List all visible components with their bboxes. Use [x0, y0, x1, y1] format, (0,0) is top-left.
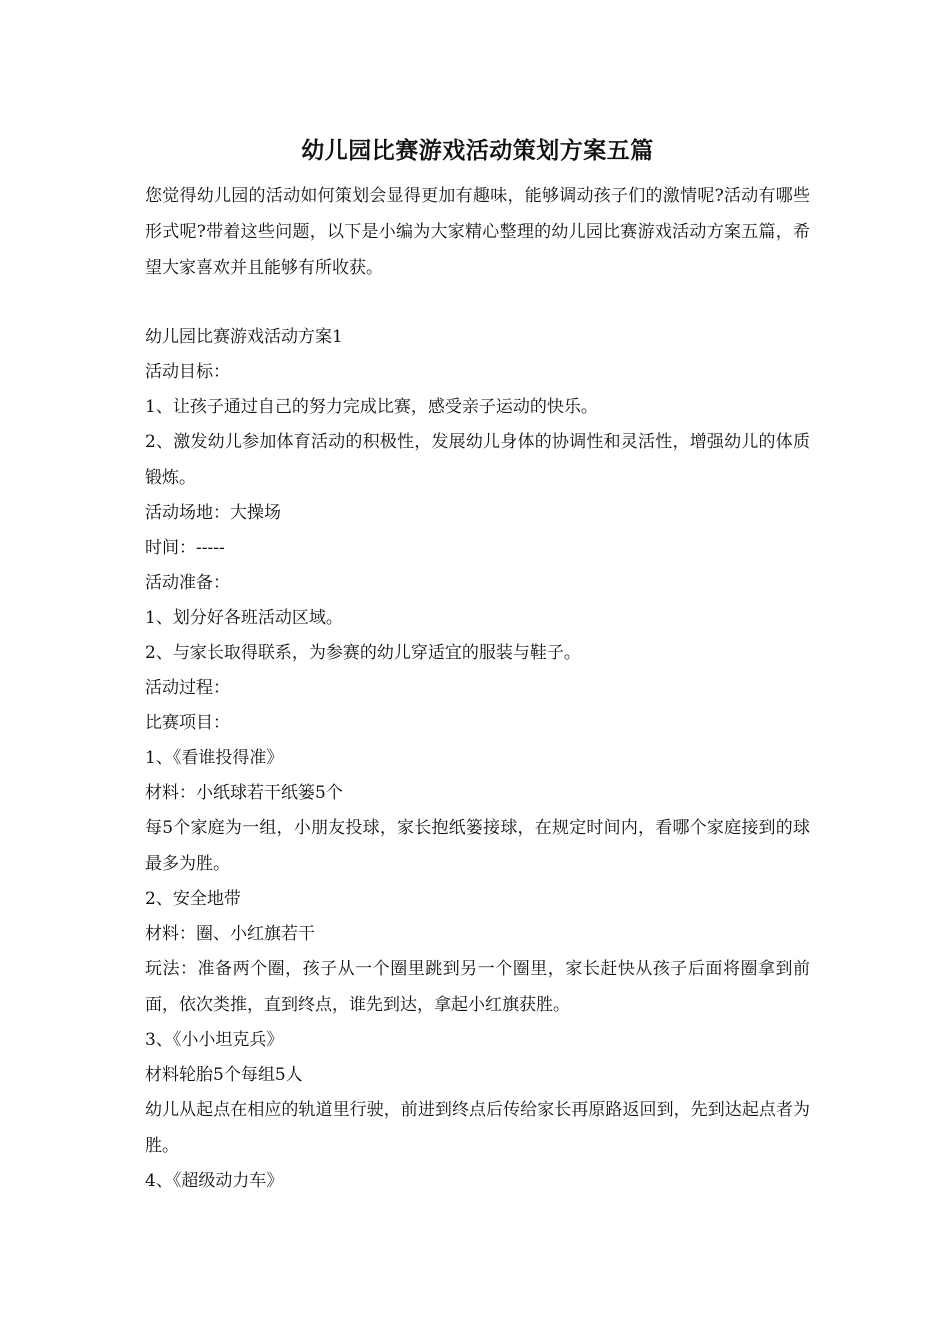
- body-line: 活动过程：: [145, 678, 230, 698]
- body-line: 活动准备：: [145, 573, 230, 593]
- body-line: 材料：圈、小红旗若干: [145, 924, 315, 944]
- body-line: 活动场地：大操场: [145, 503, 281, 523]
- body-line: 1、《看谁投得准》: [145, 748, 284, 768]
- body-line: 幼儿从起点在相应的轨道里行驶，前进到终点后传给家长再原路返回到，先到达起点者为胜。: [145, 1100, 810, 1156]
- body-line: 2、与家长取得联系，为参赛的幼儿穿适宜的服装与鞋子。: [145, 643, 581, 663]
- body-line: 4、《超级动力车》: [145, 1171, 284, 1191]
- body-line: 活动目标：: [145, 362, 230, 382]
- body-line: 时间：-----: [145, 538, 225, 558]
- paragraph-spacer: [145, 286, 810, 320]
- document-page: [145, 128, 810, 1199]
- document-title: 幼儿园比赛游戏活动策划方案五篇: [301, 137, 654, 164]
- section-heading: 幼儿园比赛游戏活动方案1: [145, 327, 343, 347]
- body-line: 每5个家庭为一组，小朋友投球，家长抱纸篓接球，在规定时间内，看哪个家庭接到的球最多为胜。: [145, 818, 810, 874]
- body-line: 1、让孩子通过自己的努力完成比赛，感受亲子运动的快乐。: [145, 397, 598, 417]
- body-line: 2、激发幼儿参加体育活动的积极性，发展幼儿身体的协调性和灵活性，增强幼儿的体质锻炼。: [145, 432, 810, 488]
- body-line: 比赛项目：: [145, 713, 230, 733]
- intro-paragraph: 您觉得幼儿园的活动如何策划会显得更加有趣味，能够调动孩子们的激情呢?活动有哪些形式呢?带着这些问题，以下是小编为大家精心整理的幼儿园比赛游戏活动方案五篇，希望大家喜欢并且能够有所收获。: [145, 186, 810, 278]
- body-line: 材料：小纸球若干纸篓5个: [145, 783, 343, 803]
- body-line: 2、安全地带: [145, 889, 241, 909]
- body-line: 3、《小小坦克兵》: [145, 1030, 284, 1050]
- body-line: 材料轮胎5个每组5人: [145, 1065, 303, 1085]
- body-line: 玩法：准备两个圈，孩子从一个圈里跳到另一个圈里，家长赶快从孩子后面将圈拿到前面，依次类推，直到终点，谁先到达，拿起小红旗获胜。: [145, 959, 810, 1015]
- body-line: 1、划分好各班活动区域。: [145, 608, 343, 628]
